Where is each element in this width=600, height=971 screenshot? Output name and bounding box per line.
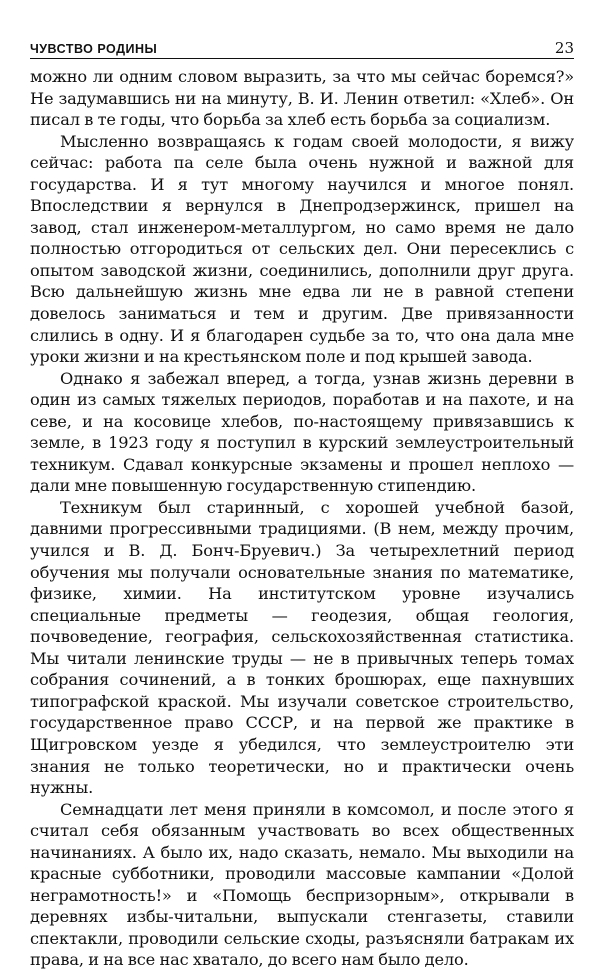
paragraph: Семнадцати лет меня приняли в комсомол, и после этого я считал себя обязанным участвовать во всех общественных начинаниях. А было их, надо сказать, немало. Мы выходили на красные субботники, проводили массовые кампании «Долой неграмотность!» и «Помощь беспризорным», открывали в деревнях избы-читальни, выпускали стенгазеты, ставили спектакли, проводили сельские сходы, разъясняли батракам их права, и на все нас хватало, до всего нам было дело. bbox=[30, 799, 574, 970]
page-body bbox=[30, 66, 574, 971]
page-number: 23 bbox=[554, 39, 574, 57]
paragraph: Однако я забежал вперед, а тогда, узнав жизнь деревни в один из самых тяжелых периодов, поработав и на пахоте, и на севе, и на косовице хлебов, по-настоящему привязавшись к земле, в 1923 году я поступил в курский землеустроительный техникум. Сдавал конкурсные экзамены и прошел неплохо — дали мне повышенную государственную стипендию. bbox=[30, 368, 574, 496]
page-header bbox=[30, 34, 574, 59]
running-title: ЧУВСТВО РОДИНЫ bbox=[30, 42, 158, 56]
book-page bbox=[30, 34, 574, 971]
paragraph: Мысленно возвращаясь к годам своей молодости, я вижу сейчас: работа па селе была очень нужной и важной для государства. И я тут многому научился и многое понял. Впоследствии я вернулся в Днепродзержинск, пришел на завод, стал инженером-металлургом, но само время не дало полностью отгородиться от сельских дел. Они пересеклись с опытом заводской жизни, соединились, дополнили друг друга. Всю дальнейшую жизнь мне едва ли не в равной степени довелось заниматься и тем и другим. Две привязанности слились в одну. И я благодарен судьбе за то, что она дала мне уроки жизни и на крестьянском поле и под крышей завода. bbox=[30, 131, 574, 367]
paragraph: Техникум был старинный, с хорошей учебной базой, давними прогрессивными традициями. (В нем, между прочим, учился и В. Д. Бонч-Бруевич.) За четырехлетний период обучения мы получали основательные знания по математике, физике, химии. На институтском уровне изучались специальные предметы — геодезия, общая геология, почвоведение, география, сельскохозяйственная статистика. Мы читали ленинские труды — не в привычных теперь томах собрания сочинений, а в тонких брошюрах, еще пахнувших типографской краской. Мы изучали советское строительство, государственное право СССР, и на первой же практике в Щигровском уезде я убедился, что землеустроителю эти знания не только теоретически, но и практически очень нужны. bbox=[30, 497, 574, 798]
paragraph-continued: можно ли одним словом выразить, за что мы сейчас боремся?» Не задумавшись ни на минуту, В. И. Ленин ответил: «Хлеб». Он писал в те годы, что борьба за хлеб есть борьба за социализм. bbox=[30, 67, 574, 130]
